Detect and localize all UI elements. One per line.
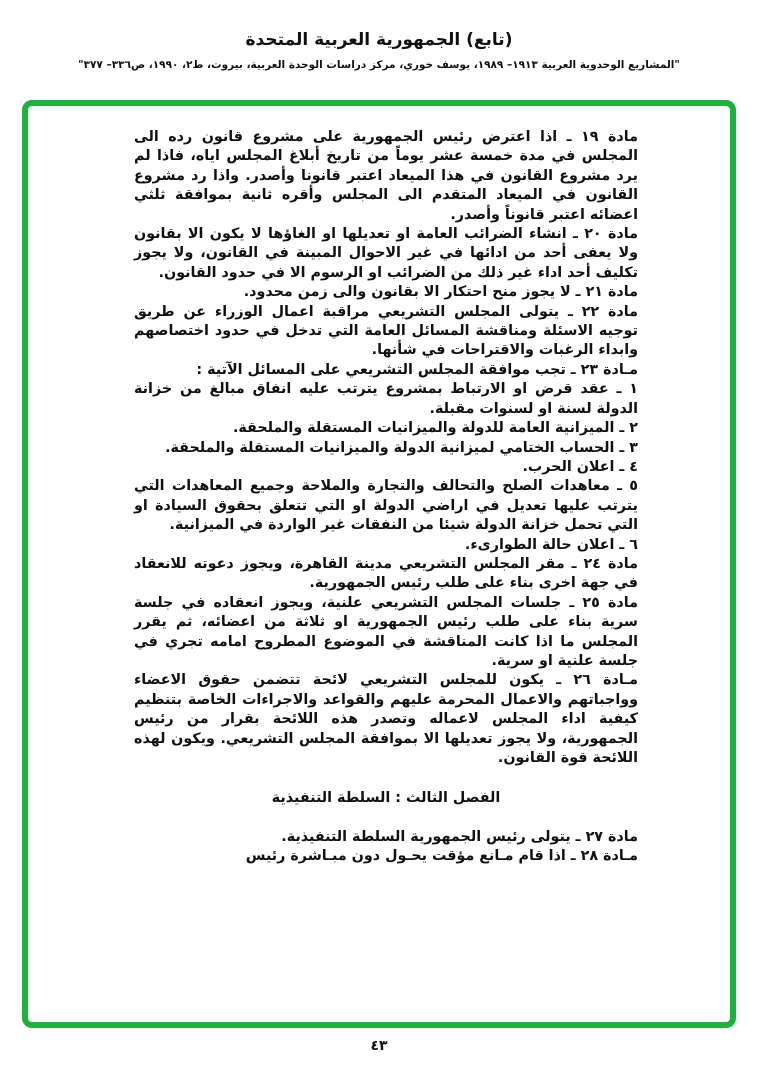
article-28-paragraph: مـادة ٢٨ ـ اذا قام مـانع مؤقت يحـول دون مبـاشرة رئيس <box>245 848 638 865</box>
section-heading: الفصل الثالث : السلطة التنفيذية <box>271 790 501 807</box>
page-number: ٤٣ <box>370 1038 388 1054</box>
document-body <box>28 106 730 867</box>
article-19-paragraph: مادة ١٩ ـ اذا اعترض رئيس الجمهورية على مشروع قانون رده الى المجلس في مدة خمسة عشر يوماً من تاريخ أبلاغ المجلس اياه، فاذا لم يرد مشروع القانون في هذا الميعاد اعتبر قانونا وأصدر. واذا رد مشروع القانون في الميعاد المتقدم الى المجلس وأقره ثانية بموافقة ثلثي اعضائه اعتبر قانوناً وأصدر. <box>134 129 638 223</box>
page-header <box>0 30 758 71</box>
article-27-paragraph: مادة ٢٧ ـ يتولى رئيس الجمهورية السلطة التنفيذية. <box>281 828 638 845</box>
article-24-paragraph: مادة ٢٤ ـ مقر المجلس التشريعي مدينة القاهرة، ويجوز دعوته للانعقاد في جهة اخرى بناء على طلب رئيس الجمهورية. <box>134 555 638 592</box>
list-item-4: ٤ ـ اعلان الحرب. <box>522 458 638 475</box>
document-title: (تابع) الجمهورية العربية المتحدة <box>245 30 513 50</box>
list-item-6: ٦ ـ اعلان حالة الطوارىء. <box>464 536 638 553</box>
list-item-5: ٥ ـ معاهدات الصلح والتحالف والتجارة والملاحة وجميع المعاهدات التي يترتب عليها تعديل في اراضي الدولة او التي تتعلق بحقوق السيادة او التي تحمل خزانة الدولة شيئا من النفقات غير الواردة في الميزانية. <box>134 478 638 534</box>
green-border-frame <box>22 100 736 1028</box>
list-item-1: ١ ـ عقد قرض او الارتباط بمشروع يترتب عليه انفاق مبالغ من خزانة الدولة لسنة او لسنوات مقبلة. <box>134 381 638 417</box>
article-23-paragraph: مـادة ٢٣ ـ تجب موافقة المجلس التشريعي على المسائل الآتية : <box>196 361 638 378</box>
article-22-paragraph: مادة ٢٢ ـ يتولى المجلس التشريعي مراقبة اعمال الوزراء عن طريق توجيه الاسئلة ومناقشة المسائل العامة التي تدخل في حدود اختصاصهم وابداء الرغبات والاقتراحات في شأنها. <box>134 303 638 359</box>
article-21-paragraph: مادة ٢١ ـ لا يجوز منح احتكار الا بقانون والى زمن محدود. <box>243 284 638 301</box>
article-25-paragraph: مادة ٢٥ ـ جلسات المجلس التشريعي علنية، ويجوز انعقاده في جلسة سرية بناء على طلب رئيس الجمهورية او ثلاثة من اعضائه، ثم يقرر المجلس ما اذا كانت المناقشة في الموضوع المطروح امامه تجري في جلسة علنية او سرية. <box>134 594 638 669</box>
list-item-3: ٣ ـ الحساب الختامي لميزانية الدولة والميزانيات المستقلة والملحقة. <box>165 439 638 456</box>
citation-line: "المشاريع الوحدوية العربية ١٩١٣– ١٩٨٩، يوسف خوري، مركز دراسات الوحدة العربية، بيروت، ط٢، ١٩٩٠، ص٣٣٦– ٣٧٧" <box>78 59 680 71</box>
article-26-paragraph: مـادة ٢٦ ـ يكون للمجلس التشريعي لائحة تتضمن حقوق الاعضاء وواجباتهم والاعمال المحرمة عليهم والقواعد والاجراءات الخاصة بتنظيم كيفية اداء المجلس لاعماله وتصدر هذه اللائحة بقرار من رئيس الجمهورية، ولا يجوز تعديلها الا بموافقة المجلس التشريعي. ويكون لهذه اللائحة قوة القانون. <box>134 672 638 766</box>
article-20-paragraph: مادة ٢٠ ـ انشاء الضرائب العامة او تعديلها او الغاؤها لا يكون الا بقانون ولا يعفى أحد من ادائها في غير الاحوال المبينة في القانون، ولا يجوز تكليف أحد اداء غير ذلك من الضرائب او الرسوم الا في حدود القانون. <box>134 226 638 281</box>
list-item-2: ٢ ـ الميزانية العامة للدولة والميزانيات المستقلة والملحقة. <box>232 420 638 437</box>
